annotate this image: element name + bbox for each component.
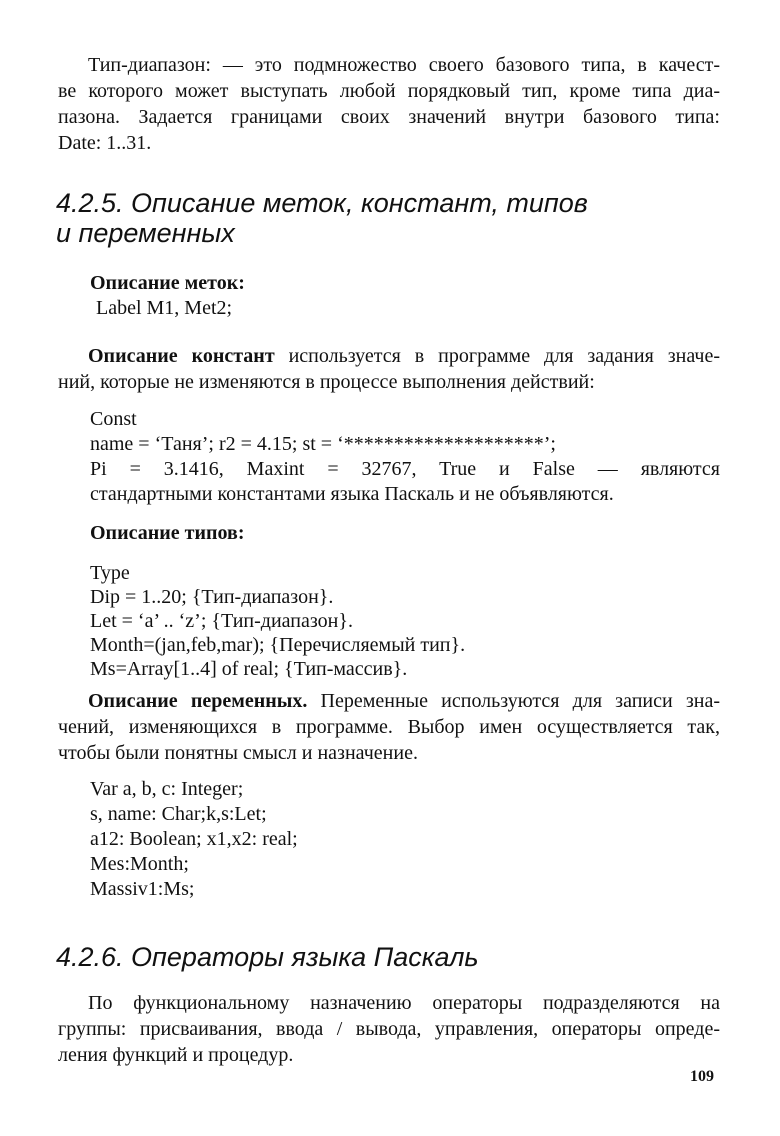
section-heading-425-line2: и переменных (56, 218, 235, 248)
vars-code-line: Var a, b, c: Integer; (90, 778, 244, 800)
labels-code-line: Label M1, Met2; (96, 297, 233, 319)
intro-line-4: Date: 1..31. (58, 132, 152, 154)
vars-line-1 (58, 688, 720, 714)
operators-line-1: По функциональному назначению операторы подразделяются на (88, 992, 720, 1014)
vars-line-3: чтобы были понятны смысл и назначение. (58, 742, 418, 764)
vars-code-line: s, name: Char;k,s:Let; (90, 803, 267, 825)
types-code-line: Dip = 1..20; {Тип-диапазон}. (90, 586, 334, 608)
vars-line-2: чений, изменяющихся в программе. Выбор имен осуществляется так, (58, 716, 720, 738)
const-line-2: ний, которые не изменяются в процессе выполнения действий: (58, 371, 595, 393)
types-code-line: Let = ‘a’ .. ‘z’; {Тип-диапазон}. (90, 610, 353, 632)
const-line-4: стандартными константами языка Паскаль и не объявляются. (90, 483, 614, 505)
page-number: 109 (690, 1068, 714, 1085)
section-heading-426: 4.2.6. Операторы языка Паскаль (56, 942, 479, 972)
vars-bold-term: Описание переменных. (88, 690, 308, 712)
intro-line-1: Тип-диапазон: — это подмножество своего базового типа, в качест- (88, 54, 720, 76)
types-code-line: Ms=Array[1..4] of real; {Тип-массив}. (90, 658, 408, 680)
vars-code-line: Mes:Month; (90, 853, 189, 875)
const-line-3: Pi = 3.1416, Maxint = 32767, True и False — являются (90, 458, 720, 480)
vars-code-line: Massiv1:Ms; (90, 878, 195, 900)
operators-line-3: ления функций и процедур. (58, 1044, 294, 1066)
types-code-line: Month=(jan,feb,mar); {Перечисляемый тип}. (90, 634, 466, 656)
const-line-1 (58, 343, 720, 369)
const-code-line-1: Const (90, 408, 137, 430)
const-line-1-text: используется в программе для задания значе- (274, 345, 720, 367)
types-subheading: Описание типов: (90, 522, 245, 544)
operators-line-2: группы: присваивания, ввода / вывода, управления, операторы опреде- (58, 1018, 720, 1040)
const-code-line-2: name = ‘Таня’; r2 = 4.15; st = ‘********************’; (90, 433, 556, 455)
const-bold-term: Описание констант (88, 345, 275, 367)
intro-line-2: ве которого может выступать любой порядковый тип, кроме типа диа- (58, 80, 720, 102)
section-heading-425-line1: 4.2.5. Описание меток, констант, типов (56, 188, 588, 218)
types-code-line: Type (90, 562, 130, 584)
intro-line-3: пазона. Задается границами своих значений внутри базового типа: (58, 106, 720, 128)
vars-line-1-text: Переменные используются для записи зна- (307, 690, 720, 712)
vars-code-line: a12: Boolean; x1,x2: real; (90, 828, 298, 850)
labels-subheading: Описание меток: (90, 272, 245, 294)
